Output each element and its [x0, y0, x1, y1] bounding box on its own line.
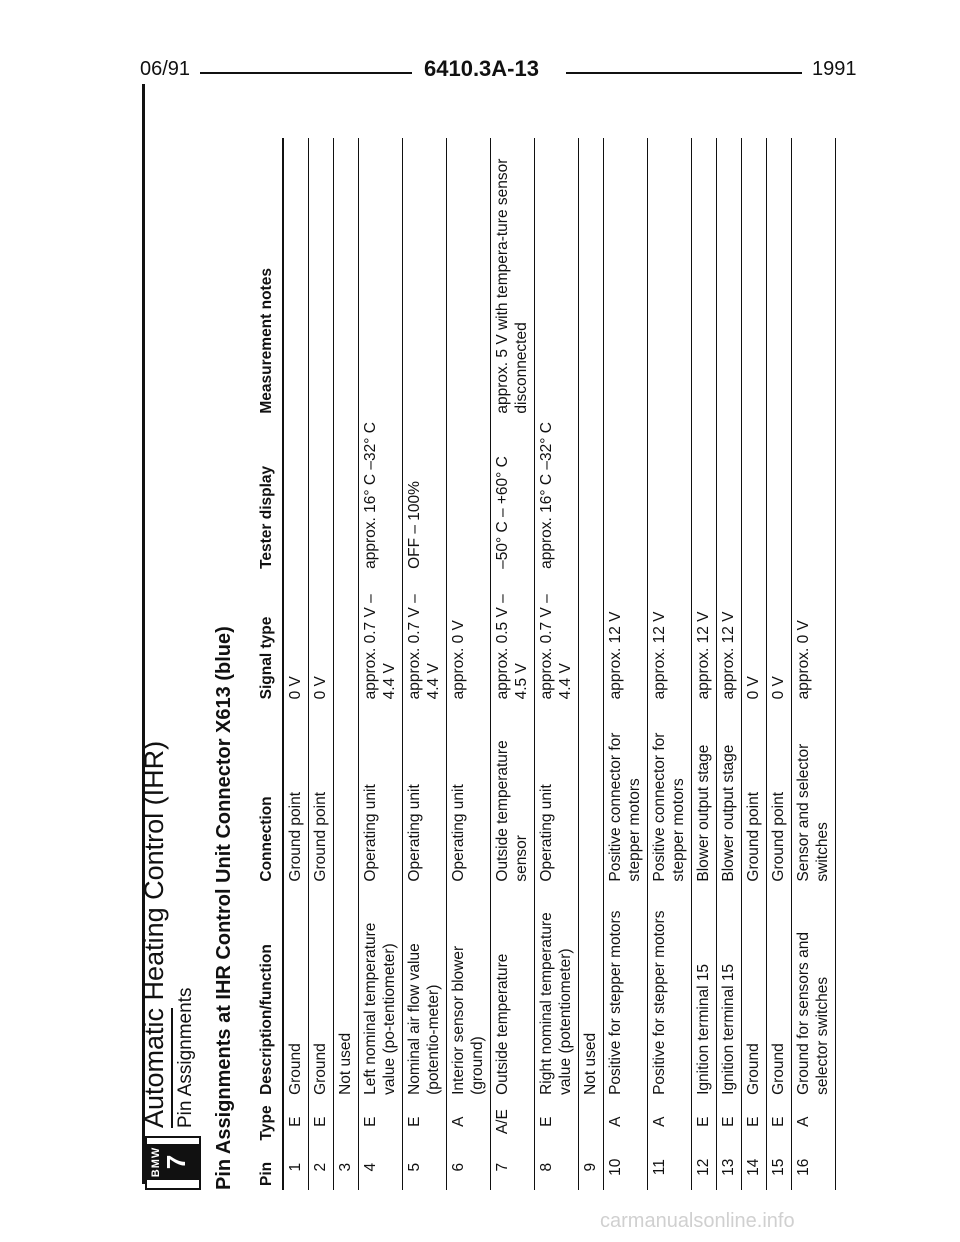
cell-signal-type: [334, 573, 359, 703]
cell-type: E: [742, 1099, 767, 1145]
cell-tester-display: [648, 418, 692, 573]
cell-measurement-notes: [359, 138, 403, 418]
cell-type: A: [792, 1099, 836, 1145]
cell-measurement-notes: [742, 138, 767, 418]
table-row: [604, 138, 648, 1190]
cell-tester-display: [334, 418, 359, 573]
cell-connection: Positive connector for stepper motors: [604, 703, 648, 885]
cell-type: E: [767, 1099, 792, 1145]
bmw-badge-icon: [146, 1144, 200, 1180]
cell-tester-display: approx. 16° C –32° C: [535, 418, 579, 573]
table-row: [334, 138, 359, 1190]
column-header-tester-display: Tester display: [255, 418, 283, 573]
cell-pin: 13: [717, 1144, 742, 1190]
cell-description: Positive for stepper motors: [604, 886, 648, 1099]
cell-type: E: [717, 1099, 742, 1145]
cell-description: Ground: [742, 886, 767, 1099]
cell-pin: 14: [742, 1144, 767, 1190]
cell-connection: Ground point: [309, 703, 334, 885]
cell-description: Outside temperature: [491, 886, 535, 1099]
cell-connection: Ground point: [742, 703, 767, 885]
table-body: [283, 138, 836, 1190]
cell-tester-display: OFF – 100%: [403, 418, 447, 573]
cell-connection: Blower output stage: [717, 703, 742, 885]
column-header-type: Type: [255, 1099, 283, 1145]
cell-type: E: [309, 1099, 334, 1145]
cell-type: A/E: [491, 1099, 535, 1145]
cell-connection: Outside temperature sensor: [491, 703, 535, 885]
cell-tester-display: [604, 418, 648, 573]
cell-connection: Ground point: [283, 703, 309, 885]
header-rule-left: [200, 72, 412, 74]
cell-pin: 6: [447, 1144, 491, 1190]
cell-signal-type: approx. 0.7 V – 4.4 V: [359, 573, 403, 703]
cell-pin: 9: [579, 1144, 604, 1190]
cell-measurement-notes: [692, 138, 717, 418]
cell-connection: Sensor and selector switches: [792, 703, 836, 885]
cell-pin: 16: [792, 1144, 836, 1190]
cell-description: Left nominal temperature value (po-tentiometer): [359, 886, 403, 1099]
cell-connection: [334, 703, 359, 885]
cell-signal-type: approx. 12 V: [692, 573, 717, 703]
table-header-row: [255, 138, 283, 1190]
cell-connection: Operating unit: [359, 703, 403, 885]
table-row: [403, 138, 447, 1190]
table-row: [283, 138, 309, 1190]
cell-type: A: [648, 1099, 692, 1145]
column-header-connection: Connection: [255, 703, 283, 885]
header-year: 1991: [812, 58, 857, 80]
cell-measurement-notes: [648, 138, 692, 418]
cell-type: [334, 1099, 359, 1145]
cell-description: Ground for sensors and selector switches: [792, 886, 836, 1099]
cell-measurement-notes: [334, 138, 359, 418]
rotated-page-content: [139, 110, 945, 1190]
cell-measurement-notes: [535, 138, 579, 418]
cell-connection: Blower output stage: [692, 703, 717, 885]
cell-pin: 1: [283, 1144, 309, 1190]
cell-description: Interior sensor blower (ground): [447, 886, 491, 1099]
cell-tester-display: [579, 418, 604, 573]
cell-signal-type: approx. 0.5 V – 4.5 V: [491, 573, 535, 703]
table-row: [491, 138, 535, 1190]
table-row: [648, 138, 692, 1190]
table-row: [767, 138, 792, 1190]
cell-tester-display: [309, 418, 334, 573]
cell-measurement-notes: [403, 138, 447, 418]
cell-measurement-notes: [309, 138, 334, 418]
cell-pin: 3: [334, 1144, 359, 1190]
cell-signal-type: approx. 12 V: [717, 573, 742, 703]
cell-connection: Operating unit: [447, 703, 491, 885]
cell-description: Ground: [283, 886, 309, 1099]
header-rule-right: [566, 72, 802, 74]
cell-signal-type: approx. 0.7 V – 4.4 V: [403, 573, 447, 703]
cell-tester-display: [717, 418, 742, 573]
table-row: [692, 138, 717, 1190]
cell-measurement-notes: [447, 138, 491, 418]
section-title: Automatic Heating Control (IHR): [139, 740, 169, 1128]
table-row: [579, 138, 604, 1190]
cell-tester-display: [742, 418, 767, 573]
table-row: [717, 138, 742, 1190]
document-code: 6410.3A-13: [424, 56, 539, 81]
cell-signal-type: 0 V: [742, 573, 767, 703]
cell-type: E: [283, 1099, 309, 1145]
cell-connection: Ground point: [767, 703, 792, 885]
cell-connection: Positive connector for stepper motors: [648, 703, 692, 885]
cell-description: Not used: [579, 886, 604, 1099]
cell-measurement-notes: approx. 5 V with tempera-ture sensor disconnected: [491, 138, 535, 418]
cell-measurement-notes: [579, 138, 604, 418]
cell-description: Nominal air flow value (potentio-meter): [403, 886, 447, 1099]
cell-measurement-notes: [767, 138, 792, 418]
cell-type: A: [447, 1099, 491, 1145]
section-title-rule: [171, 1008, 173, 1128]
column-header-description: Description/function: [255, 886, 283, 1099]
cell-type: E: [692, 1099, 717, 1145]
cell-pin: 4: [359, 1144, 403, 1190]
cell-pin: 10: [604, 1144, 648, 1190]
table-row: [309, 138, 334, 1190]
table-row: [447, 138, 491, 1190]
cell-type: E: [359, 1099, 403, 1145]
cell-pin: 2: [309, 1144, 334, 1190]
cell-pin: 8: [535, 1144, 579, 1190]
cell-pin: 7: [491, 1144, 535, 1190]
table-row: [535, 138, 579, 1190]
cell-tester-display: [767, 418, 792, 573]
table-row: [359, 138, 403, 1190]
header-date: 06/91: [140, 58, 191, 80]
cell-pin: 11: [648, 1144, 692, 1190]
cell-description: Not used: [334, 886, 359, 1099]
cell-description: Ignition terminal 15: [717, 886, 742, 1099]
cell-signal-type: 0 V: [309, 573, 334, 703]
column-header-measurement-notes: Measurement notes: [255, 138, 283, 418]
cell-description: Ground: [309, 886, 334, 1099]
cell-pin: 12: [692, 1144, 717, 1190]
cell-description: Right nominal temperature value (potentiometer): [535, 886, 579, 1099]
cell-signal-type: 0 V: [283, 573, 309, 703]
cell-connection: Operating unit: [535, 703, 579, 885]
cell-pin: 5: [403, 1144, 447, 1190]
cell-description: Positive for stepper motors: [648, 886, 692, 1099]
cell-tester-display: approx. 16° C –32° C: [359, 418, 403, 573]
cell-signal-type: approx. 12 V: [604, 573, 648, 703]
cell-measurement-notes: [717, 138, 742, 418]
cell-measurement-notes: [604, 138, 648, 418]
cell-signal-type: approx. 0.7 V – 4.4 V: [535, 573, 579, 703]
cell-description: Ground: [767, 886, 792, 1099]
table-row: [742, 138, 767, 1190]
cell-connection: [579, 703, 604, 885]
cell-tester-display: [692, 418, 717, 573]
cell-measurement-notes: [283, 138, 309, 418]
cell-type: [579, 1099, 604, 1145]
pin-assignment-table: [255, 138, 836, 1190]
cell-tester-display: –50° C – +60° C: [491, 418, 535, 573]
cell-signal-type: approx. 0 V: [447, 573, 491, 703]
cell-tester-display: [447, 418, 491, 573]
cell-tester-display: [792, 418, 836, 573]
cell-signal-type: 0 V: [767, 573, 792, 703]
cell-tester-display: [283, 418, 309, 573]
bmw-logo: [145, 1136, 201, 1190]
section-subtitle: Pin Assignments: [175, 987, 196, 1128]
table-heading: Pin Assignments at IHR Control Unit Connector X613 (blue): [213, 626, 235, 1190]
cell-signal-type: [579, 573, 604, 703]
logo-series: 7: [161, 1154, 191, 1170]
watermark: carmanualsonline.info: [600, 1210, 795, 1232]
cell-connection: Operating unit: [403, 703, 447, 885]
cell-type: E: [403, 1099, 447, 1145]
cell-description: Ignition terminal 15: [692, 886, 717, 1099]
column-header-pin: Pin: [255, 1144, 283, 1190]
cell-type: A: [604, 1099, 648, 1145]
cell-signal-type: approx. 12 V: [648, 573, 692, 703]
table-row: [792, 138, 836, 1190]
column-header-signal-type: Signal type: [255, 573, 283, 703]
logo-brand: BMW: [150, 1146, 162, 1178]
cell-signal-type: approx. 0 V: [792, 573, 836, 703]
cell-pin: 15: [767, 1144, 792, 1190]
cell-type: E: [535, 1099, 579, 1145]
cell-measurement-notes: [792, 138, 836, 418]
